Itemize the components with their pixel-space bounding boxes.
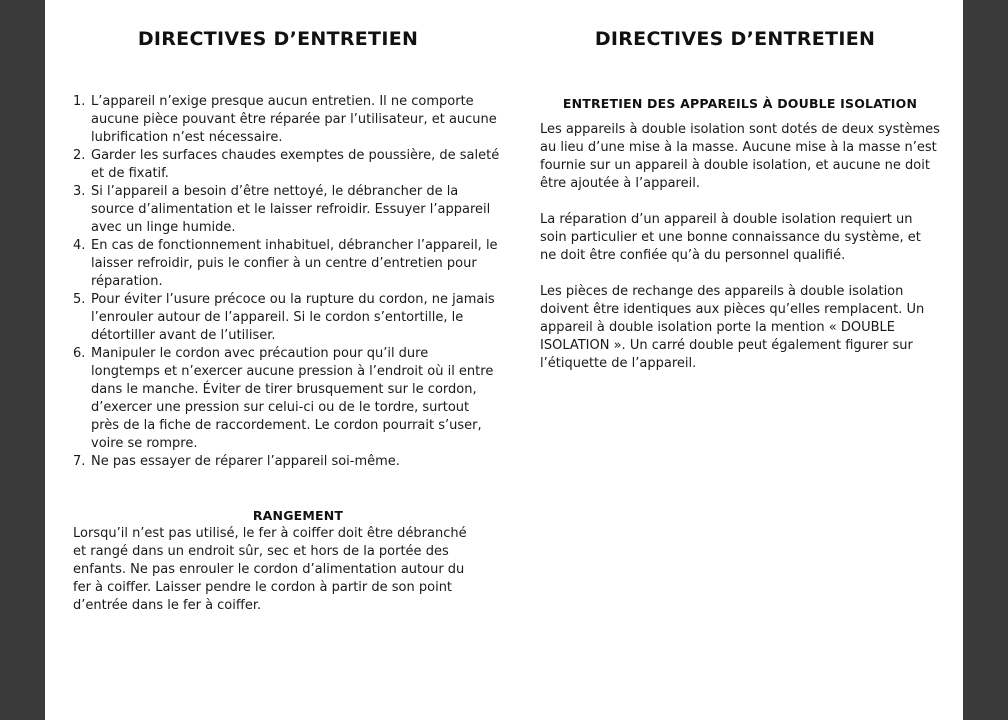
left-page-title: DIRECTIVES D’ENTRETIEN [137,28,419,50]
list-item-number: 1. [73,94,86,109]
list-item-text: Pour éviter l’usure précoce ou la rupture du cordon, ne jamais l’enrouler autour de l’appareil. Si le cordon s’entortille, le détortiller avant de l’utiliser. [91,292,495,343]
document-sheet [45,0,963,720]
list-item [73,93,501,147]
list-item [73,147,501,183]
list-item-number: 7. [73,454,86,469]
double-insulation-paragraph-1: Les appareils à double isolation sont dotés de deux systèmes au lieu d’une mise à la masse. Aucune mise à la masse n’est fournie sur un appareil à double isolation, et aucune ne doit être ajoutée à l’appareil. [540,122,940,191]
list-item-number: 3. [73,184,86,199]
list-item-text: Ne pas essayer de réparer l’appareil soi-même. [91,454,400,469]
list-item-number: 6. [73,346,86,361]
list-item-text: L’appareil n’exige presque aucun entretien. Il ne comporte aucune pièce pouvant être réparée par l’utilisateur, et aucune lubrification n’est nécessaire. [91,94,497,145]
list-item [73,183,501,237]
list-item-number: 5. [73,292,86,307]
list-item [73,291,501,345]
list-item-text: En cas de fonctionnement inhabituel, débrancher l’appareil, le laisser refroidir, puis le confier à un centre d’entretien pour réparation. [91,238,498,289]
list-item [73,237,501,291]
care-instructions-list [73,93,501,471]
list-item [73,345,501,453]
storage-paragraph: Lorsqu’il n’est pas utilisé, le fer à coiffer doit être débranché et rangé dans un endroit sûr, sec et hors de la portée des enfants. Ne pas enrouler le cordon d’alimentation autour du fer à coiffer. Laisser pendre le cordon à partir de son point d’entrée dans le fer à coiffer. [73,526,467,613]
list-item-text: Garder les surfaces chaudes exemptes de poussière, de saleté et de fixatif. [91,148,500,181]
list-item-text: Si l’appareil a besoin d’être nettoyé, le débrancher de la source d’alimentation et le laisser refroidir. Essuyer l’appareil avec un linge humide. [91,184,491,235]
storage-heading: RANGEMENT [252,508,344,523]
list-item-number: 4. [73,238,86,253]
double-insulation-heading: ENTRETIEN DES APPAREILS À DOUBLE ISOLATION [562,96,918,111]
right-page-title: DIRECTIVES D’ENTRETIEN [594,28,876,50]
list-item-number: 2. [73,148,86,163]
list-item [73,453,501,471]
double-insulation-paragraph-3: Les pièces de rechange des appareils à double isolation doivent être identiques aux pièces qu’elles remplacent. Un appareil à double isolation porte la mention « DOUBLE ISOLATION ». Un carré double peut également figurer sur l’étiquette de l’appareil. [540,284,925,371]
double-insulation-paragraph-2: La réparation d’un appareil à double isolation requiert un soin particulier et une bonne connaissance du système, et ne doit être confiée qu’à du personnel qualifié. [540,212,921,263]
list-item-text: Manipuler le cordon avec précaution pour qu’il dure longtemps et n’exercer aucune pression à l’endroit où il entre dans le manche. Éviter de tirer brusquement sur le cordon, d’exercer une pression sur celui-ci ou de le tordre, surtout près de la fiche de raccordement. Le cordon pourrait s’user, voire se rompre. [91,346,494,451]
